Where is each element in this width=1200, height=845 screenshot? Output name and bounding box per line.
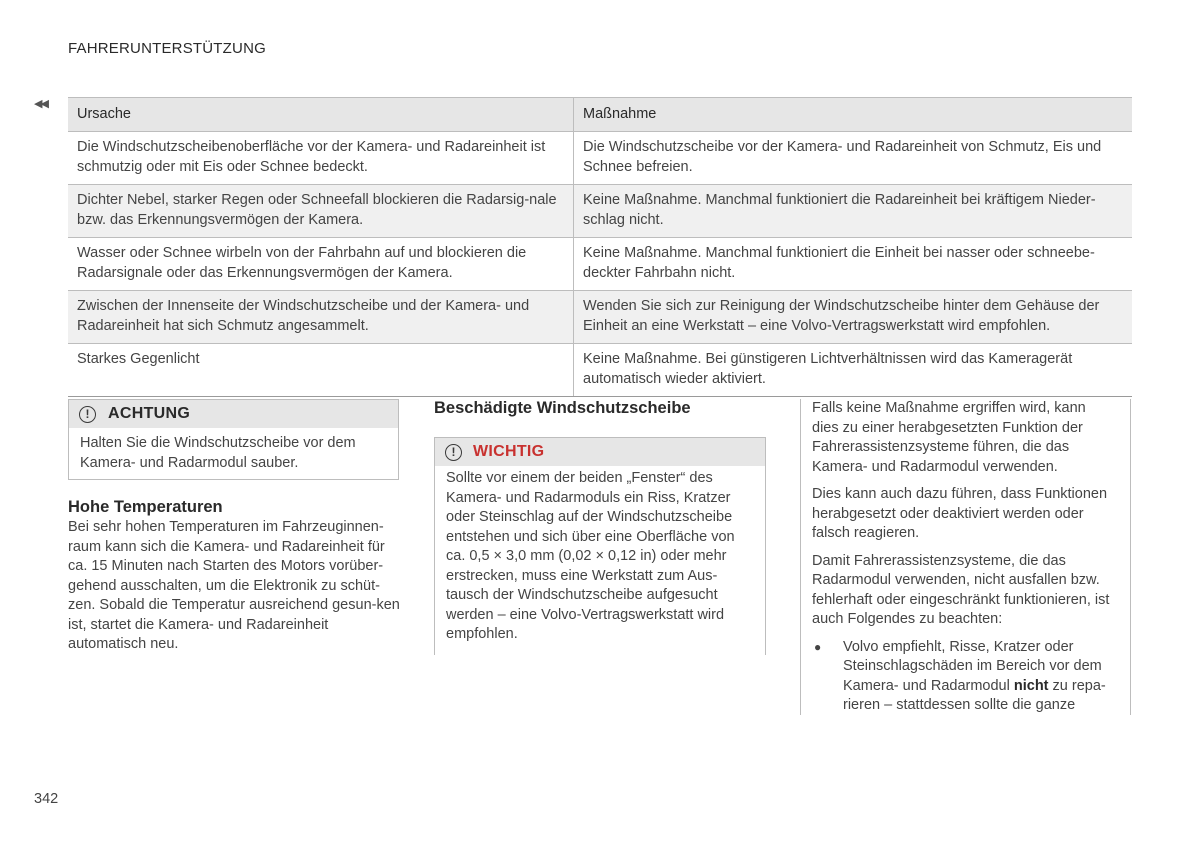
important-title: WICHTIG bbox=[473, 443, 545, 460]
paragraph: Dies kann auch dazu führen, dass Funktionen herabgesetzt oder deaktiviert werden oder falsch reagieren. bbox=[812, 486, 1108, 541]
important-text: Sollte vor einem der beiden „Fenster“ des Kamera- und Radarmoduls ein Riss, Kratzer oder Steinschlag auf der Windschutzscheibe entstehen und sich über eine Oberfläche von ca. 0,5 × 3,0 mm (0,02 × 0,12 in) oder mehr erstrecken, muss eine Werkstatt zum Aus-tausch der Windschutzscheibe aufgesucht werden – eine Volvo-Vertragswerkstatt wird empfohlen. bbox=[446, 470, 735, 642]
heading-high-temperatures: Hohe Temperaturen bbox=[68, 498, 223, 516]
table-cell-action: Wenden Sie sich zur Reinigung der Windschutzscheibe hinter dem Gehäuse der Einheit an eine Werkstatt – eine Volvo-Vertragswerkstatt wird empfohlen. bbox=[574, 291, 1133, 344]
paragraph: Falls keine Maßnahme ergriffen wird, kann dies zu einer herabgesetzten Funktion der Fahrerassistenzsysteme führen, die das Kamera- und Radarmodul verwenden. bbox=[812, 400, 1086, 475]
table-cell-cause: Zwischen der Innenseite der Windschutzscheibe und der Kamera- und Radareinheit hat sich Schmutz angesammelt. bbox=[68, 291, 574, 344]
section-title: FAHRERUNTERSTÜTZUNG bbox=[68, 40, 266, 57]
table-row bbox=[68, 291, 1132, 344]
table-cell-cause: Dichter Nebel, starker Regen oder Schneefall blockieren die Radarsig-nale bzw. das Erkennungsvermögen der Kamera. bbox=[68, 185, 574, 238]
emphasis-text: nicht bbox=[1013, 677, 1049, 694]
table-cell-cause: Die Windschutzscheibenoberfläche vor der Kamera- und Radareinheit ist schmutzig oder mit Eis oder Schnee bedeckt. bbox=[68, 132, 574, 185]
column-header-action: Maßnahme bbox=[574, 98, 1133, 132]
high-temperatures-text: Bei sehr hohen Temperaturen im Fahrzeuginnen-raum kann sich die Kamera- und Radareinheit für ca. 15 Minuten nach Starten des Motors vorüber-gehend ausschalten, um die Elektronik zu schüt-zen. Sobald die Temperatur ausreichend gesun-ken ist, startet die Kamera- und Radareinheit automatisch neu. bbox=[68, 519, 400, 652]
table-cell-action: Keine Maßnahme. Manchmal funktioniert die Radareinheit bei kräftigem Nieder-schlag nicht. bbox=[574, 185, 1133, 238]
column-header-cause: Ursache bbox=[68, 98, 574, 132]
table-cell-cause: Wasser oder Schnee wirbeln von der Fahrbahn auf und blockieren die Radarsignale oder das Erkennungsvermögen der Kamera. bbox=[68, 238, 574, 291]
warning-circle-icon: ! bbox=[445, 444, 462, 461]
table-row bbox=[68, 132, 1132, 185]
table-cell-action: Keine Maßnahme. Bei günstigeren Lichtverhältnissen wird das Kameragerät automatisch wieder aktiviert. bbox=[574, 344, 1133, 397]
important-header bbox=[435, 437, 765, 466]
table-cell-cause: Starkes Gegenlicht bbox=[68, 344, 574, 397]
table-cell-action: Keine Maßnahme. Manchmal funktioniert die Einheit bei nasser oder schneebe-deckter Fahrbahn nicht. bbox=[574, 238, 1133, 291]
caution-title: ACHTUNG bbox=[108, 405, 191, 422]
table-row bbox=[68, 344, 1132, 397]
caution-box bbox=[68, 399, 399, 480]
table-header-row bbox=[68, 98, 1132, 132]
previous-page-icon[interactable]: ◀◀ bbox=[34, 98, 47, 110]
list-item bbox=[812, 638, 1116, 716]
table-row bbox=[68, 238, 1132, 291]
table-cell-action: Die Windschutzscheibe vor der Kamera- und Radareinheit von Schmutz, Eis und Schnee befreien. bbox=[574, 132, 1133, 185]
page-number: 342 bbox=[34, 791, 59, 807]
important-box bbox=[434, 437, 766, 655]
caution-header bbox=[69, 399, 398, 428]
right-column bbox=[800, 399, 1131, 715]
heading-damaged-windshield: Beschädigte Windschutzscheibe bbox=[434, 399, 691, 417]
warning-circle-icon: ! bbox=[79, 406, 96, 423]
paragraph: Damit Fahrerassistenzsysteme, die das Radarmodul verwenden, nicht ausfallen bzw. fehlerhaft oder eingeschränkt funktionieren, ist auch Folgendes zu beachten: bbox=[812, 552, 1110, 627]
bullet-icon: ● bbox=[814, 639, 822, 654]
caution-text: Halten Sie die Windschutzscheibe vor dem Kamera- und Radarmodul sauber. bbox=[80, 435, 356, 471]
troubleshooting-table bbox=[68, 97, 1132, 397]
list-item-text: Volvo empfiehlt, Risse, Kratzer oder Steinschlagschäden im Bereich vor dem Kamera- und Radarmodul nicht zu repa-rieren – stattdessen sollte die ganze bbox=[843, 638, 1106, 713]
table-row bbox=[68, 185, 1132, 238]
